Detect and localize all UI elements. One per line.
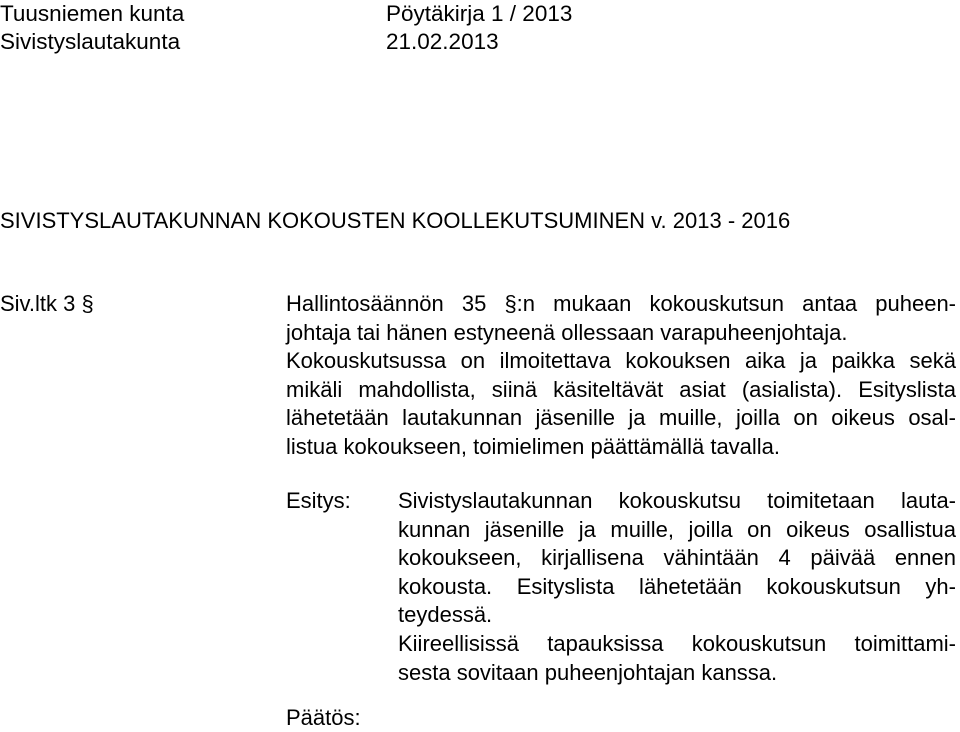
proposal-label: Esitys: bbox=[286, 488, 351, 513]
proposal-line: sesta sovitaan puheenjohtajan kanssa. bbox=[398, 659, 778, 685]
proposal-line: kunnan jäsenille ja muille, joilla on oikeus osallistua bbox=[398, 516, 956, 542]
section-line: listua kokoukseen, toimielimen päättämällä tavalla. bbox=[286, 433, 781, 459]
proposal-line: Kiireellisissä tapauksissa kokouskutsun toimittami- bbox=[398, 630, 956, 656]
proposal-line: Sivistyslautakunnan kokouskutsu toimitetaan lauta- bbox=[398, 488, 956, 513]
section-line: mikäli mahdollista, siinä käsiteltävät asiat (asialista). Esityslista bbox=[286, 376, 956, 402]
proposal-body bbox=[398, 487, 956, 687]
municipality-name: Tuusniemen kunta bbox=[0, 1, 185, 26]
section-label: Siv.ltk 3 § bbox=[0, 291, 94, 316]
section-line: Hallintosäännön 35 §:n mukaan kokouskutsun antaa puheen- bbox=[286, 291, 956, 316]
decision-label: Päätös: bbox=[286, 705, 361, 730]
section-line: johtaja tai hänen estyneenä ollessaan varapuheenjohtaja. bbox=[286, 319, 848, 345]
proposal-line: teydessä. bbox=[398, 602, 493, 628]
section-line: lähetetään lautakunnan jäsenille ja muille, joilla on oikeus osal- bbox=[286, 405, 956, 431]
meeting-date: 21.02.2013 bbox=[386, 29, 499, 54]
document-type: Pöytäkirja 1 / 2013 bbox=[386, 1, 573, 26]
section-body bbox=[286, 290, 956, 462]
proposal-line: kokousta. Esityslista lähetetään kokouskutsun yh- bbox=[398, 573, 956, 599]
board-name: Sivistyslautakunta bbox=[0, 29, 181, 54]
document-title: SIVISTYSLAUTAKUNNAN KOKOUSTEN KOOLLEKUTSUMINEN v. 2013 - 2016 bbox=[0, 208, 791, 233]
section-line: Kokouskutsussa on ilmoitettava kokouksen aika ja paikka sekä bbox=[286, 348, 956, 374]
proposal-line: kokoukseen, kirjallisena vähintään 4 päivää ennen bbox=[398, 545, 956, 571]
